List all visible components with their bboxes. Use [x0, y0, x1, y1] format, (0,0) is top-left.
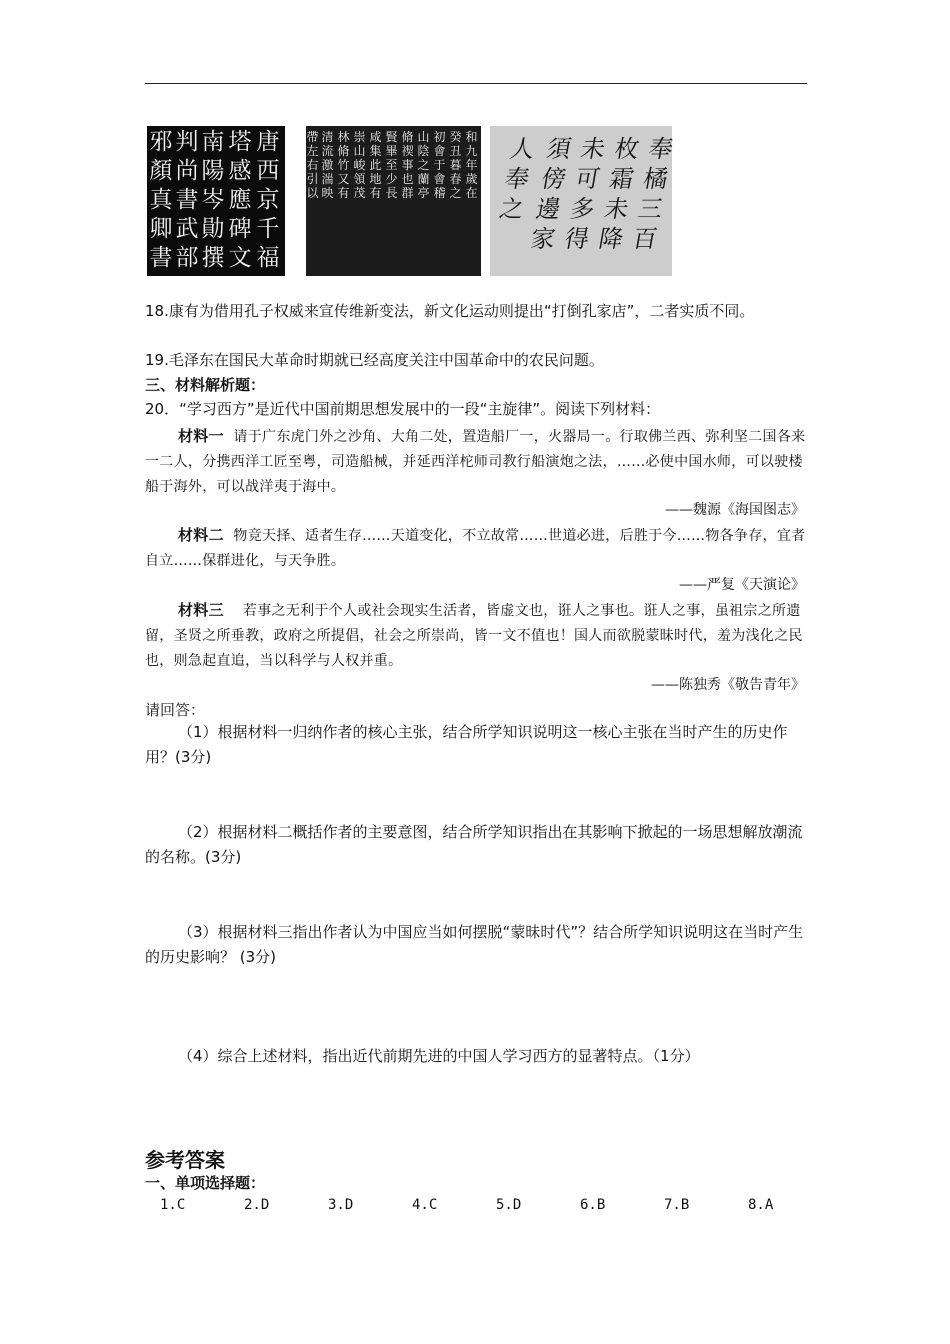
calligraphy-column: 山陰之蘭亭	[417, 130, 430, 200]
calligraphy-column: 脩禊事也群	[401, 130, 414, 200]
material-3-text: 若事之无利于个人或社会现实生活者，皆虚文也，诳人之事也。诳人之事，虽祖宗之所遗留，圣贤之所垂教，政府之所提倡，社会之所崇尚，皆一文不值也！国人而欲脱蒙昧时代，羞为浅化之民也，则急起直追，当以科学与人权并重。	[145, 603, 803, 669]
calligraphy-column: 人奉之	[497, 135, 537, 223]
calligraphy-column: 賢畢至少長	[385, 130, 398, 200]
material-1	[145, 424, 810, 500]
calligraphy-column: 枚霜未降	[596, 135, 642, 253]
calligraphy-column: 須傍邊家	[528, 135, 574, 253]
calligraphy-column: 南陽岑勛撰	[201, 129, 225, 271]
statement-18: 18.康有为借用孔子权威来宣传维新变法，新文化运动则提出“打倒孔家店”，二者实质不同。	[145, 302, 755, 320]
calligraphy-column: 和九年歲在	[465, 130, 478, 200]
sub-question-2: （2）根据材料二概括作者的主要意图，结合所学知识指出在其影响下掀起的一场思想解放潮流的名称。(3分)	[145, 823, 803, 866]
calligraphy-column: 清流激湍映	[321, 130, 334, 200]
material-1-label: 材料一	[178, 427, 224, 445]
answer-item: 8.A	[748, 1197, 774, 1213]
material-2-text: 物竞天择、适者生存……天道变化，不立故常……世道必进，后胜于今……物各争存，宜者自立……保群进化，与天争胜。	[145, 528, 806, 569]
calligraphy-column: 未可多得	[562, 135, 608, 253]
answer-item: 2.D	[244, 1197, 270, 1213]
material-2-label: 材料二	[178, 526, 224, 544]
calligraphy-column: 癸丑暮春之	[449, 130, 462, 200]
sub-question-3: （3）根据材料三指出作者认为中国应当如何摆脱“蒙昧时代”？结合所学知识说明这在当时产生的历史影响？ (3分)	[145, 923, 804, 966]
calligraphy-column: 判尚書武部	[175, 129, 199, 271]
calligraphy-column: 帶左右引以	[306, 130, 319, 200]
answer-key-section: 一、单项选择题：	[145, 1174, 266, 1192]
calligraphy-image-running-script	[306, 126, 481, 276]
sub-question-1: （1）根据材料一归纳作者的核心主张，结合所学知识说明这一核心主张在当时产生的历史作用？(3分)	[145, 723, 788, 766]
material-3-label: 材料三	[178, 601, 224, 619]
answer-key-title: 参考答案	[145, 1148, 225, 1172]
calligraphy-image-cursive-script	[490, 126, 676, 276]
calligraphy-column: 邪顏真卿書	[149, 129, 173, 271]
question-20-intro: 20．“学习西方”是近代中国前期思想发展中的一段“主旋律”。阅读下列材料：	[145, 400, 661, 418]
material-1-text: 请于广东虎门外之沙角、大角二处，置造船厂一，火器局一。行取佛兰西、弥利坚二国各来一二人，分携西洋工匠至粤，司造船械，并延西洋柁师司教行船演炮之法，……必使中国水师，可以驶楼船于海外，可以战洋夷于海中。	[145, 429, 806, 495]
calligraphy-column: 唐西京千福	[256, 129, 280, 271]
material-1-source: ——魏源《海国图志》	[665, 502, 805, 518]
calligraphy-column: 林脩竹又有	[337, 130, 350, 200]
material-3-source: ——陈独秀《敬告青年》	[651, 677, 805, 693]
material-2	[145, 523, 810, 574]
material-2-source: ——严复《天演论》	[679, 577, 805, 593]
answer-item: 1.C	[160, 1197, 186, 1213]
answer-item: 4.C	[412, 1197, 438, 1213]
answer-item: 3.D	[328, 1197, 354, 1213]
answer-prompt: 请回答：	[145, 701, 206, 719]
answer-key-row	[160, 1197, 800, 1219]
material-3	[145, 598, 810, 674]
calligraphy-image-regular-script	[147, 126, 285, 276]
answer-item: 7.B	[664, 1197, 690, 1213]
section-3-title: 三、材料解析题：	[145, 376, 266, 394]
header-rule	[145, 83, 807, 84]
answer-item: 5.D	[496, 1197, 522, 1213]
answer-item: 6.B	[580, 1197, 606, 1213]
calligraphy-column: 咸集此地有	[369, 130, 382, 200]
sub-question-4: （4）综合上述材料，指出近代前期先进的中国人学习西方的显著特点。（1分）	[178, 1047, 700, 1065]
calligraphy-column: 塔感應碑文	[228, 129, 252, 271]
calligraphy-column: 初會于會稽	[433, 130, 446, 200]
calligraphy-column: 奉橘三百	[630, 135, 676, 253]
calligraphy-column: 崇山峻領茂	[353, 130, 366, 200]
statement-19: 19.毛泽东在国民大革命时期就已经高度关注中国革命中的农民问题。	[145, 351, 604, 369]
